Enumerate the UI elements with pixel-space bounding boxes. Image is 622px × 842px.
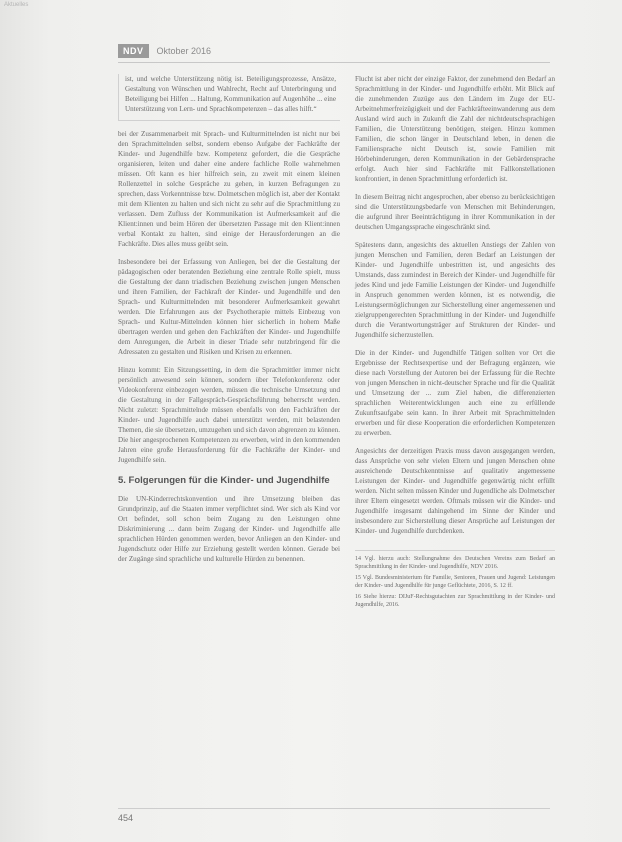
issue-date: Oktober 2016 [156,46,212,56]
right-paragraph-4: Die in der Kinder- und Jugendhilfe Tätigen sollten vor Ort die Ergebnisse der Rechtsexpertise und der Befragung ergänzen, wie diese nach Vorstellung der Autoren bei der Erfassung für die Rechte von jungen Menschen in nicht-deutscher Sprache und für die Qualität und Umsetzung der ... zum Ziel haben, die differenzierten sprachlichen Weiterentwicklungen auch eine zu erfüllende Zukunftsaufgabe sein kann. In ihrer Arbeit mit Sprachmittelnden erwerben und für diese Kooperation die erforderlichen Kompetenzen zu erwerben. [355,349,555,437]
left-paragraph-1: bei der Zusammenarbeit mit Sprach- und Kulturmittelnden ist nicht nur bei den Sprachmittelnden selbst, sondern ebenso Aufgabe der Fachkräfte der Kinder- und Jugendhilfe bzw. Kompetenz gefordert, die die Gespräche organisieren, leiten und daher eine andere fachliche Rolle wahrnehmen müssen. Oft kann es hier hilfreich sein, zu zweit mit einem kleinen Rollenzettel in solche Gespräche zu gehen, in kurzen Befragungen zu sprechen, dass Vorkenntnisse bzw. Dolmetschen möglich ist, aber der Kontakt mit dem Klienten zu halten und sich nicht zu sehr auf die Sprachmittlung zu verlassen. Dem Zufluss der Kommunikation ist Aufmerksamkeit auf die Klient:innen und beim Hören der übersetzten Passage mit den Klient:innen verbal Kontakt zu halten, sind einige der Herausforderungen an die Fachkräfte. Dies alles muss geübt sein. [118,130,340,248]
header-rule [118,62,550,63]
right-paragraph-5: Angesichts der derzeitigen Praxis muss davon ausgegangen werden, dass Ansprüche von sehr vielen Eltern und jungen Menschen ohne ausreichende Deutschkenntnisse auf qualitativ angemessene Leistungen der Kinder- und Jugendhilfe gegenwärtig nicht erfüllt werden. Nicht selten müssen Kinder und Jugendliche als Dolmetscher ihrer Eltern eingesetzt werden. Oftmals müssen wir die Kinder- und Jugendhilfe insgesamt dahingehend im Sinne der Kinder und insbesondere zur Sicherstellung dieser Ansprüche auf Leistungen der Kinder- und Jugendhilfe durchdenken. [355,447,555,535]
left-paragraph-2: Insbesondere bei der Erfassung von Anliegen, bei der die Gestaltung der pädagogischen oder beratenden Beziehung eine zentrale Rolle spielt, muss die Gestaltung der dann triadischen Beziehung zwischen jungen Menschen und ihren Familien, der Fachkraft der Kinder- und Jugendhilfe und den Sprach- und Kulturmittelnden mit besonderer Aufmerksamkeit gewahrt werden. Die Erfahrungen aus der Psychotherapie mittels Einbezug von Sprach- und Kultur-Mittelnden können hier sicherlich in hohem Maße übertragen werden und gehen den Fachkräften der Kinder- und Jugendhilfe dem Anregungen, die Arbeit in dieser Triade sehr nutzbringend für die Adressaten zu gestalten und Risiken und Krisen zu erkennen. [118,258,340,356]
right-paragraph-3: Spätestens dann, angesichts des aktuellen Anstiegs der Zahlen von jungen Menschen und Familien, deren Bedarf an Leistungen der Kinder- und Jugendhilfe unbestritten ist, und angesichts des Umstands, dass zumindest in Bereich der Kinder- und Jugendhilfe für jedes Kind und jede Familie Leistungen der Kinder- und Jugendhilfe in Anspruch genommen werden können, ist es notwendig, die Leistungsermöglichungen zur Sicherstellung einer angemessenen und zielgruppengerechten Sprachmittlung in der Kinder- und Jugendhilfe durch die Verantwortungsträger auf Strukturen der Kinder- und Jugendhilfe sicherzustellen. [355,241,555,339]
right-paragraph-1: Flucht ist aber nicht der einzige Faktor, der zunehmend den Bedarf an Sprachmittlung in der Kinder- und Jugendhilfe erhöht. Mit Blick auf die zunehmenden Zuzüge aus den Ländern im Zuge der EU-Arbeitnehmerfreizügigkeit und der Fachkräfteeinwanderung aus dem Ausland wird auch in Zukunft die Zahl der nichtdeutschsprachigen Familien, die Unterstützung benötigen, steigen. Hinzu kommen Familien, die schon länger in Deutschland leben, in denen die Familiensprache nicht Deutsch ist, sowie Familien mit Hörbehinderungen, deren Kommunikation in der Gebärdensprache erfolgt. Auch hier sind Fachkräfte mit Fallkonstellationen konfrontiert, in denen Sprachmittlung erforderlich ist. [355,75,555,183]
section-heading: 5. Folgerungen für die Kinder- und Jugendhilfe [118,475,330,486]
footer-rule [118,808,550,809]
left-paragraph-4: Die UN-Kinderrechtskonvention und ihre Umsetzung bleiben das Grundprinzip, auf die Staaten immer verpflichtet sind. Wer sich als Kind vor Ort befindet, soll schon beim Zugang zu den Leistungen ohne Diskriminierung ... dann beim Zugang der Kinder- und Jugendhilfe alle sprachlichen Hürden genommen werden, bevor Anliegen an den Kinder- und Jugendschutz oder Hilfe zur Erziehung gestellt werden können. Gerade bei der Zugänge sind sprachliche und kulturelle Hürden zu benennen. [118,495,340,563]
footnotes [355,550,555,609]
footnote: 14 Vgl. hierzu auch: Stellungnahme des Deutschen Vereins zum Bedarf an Sprachmittlung in der Kinder- und Jugendhilfe, NDV 2016. [355,556,555,570]
page-number: 454 [118,813,134,823]
journal-badge: NDV [118,44,149,58]
corner-mark: Aktuelles [4,2,29,8]
quote-box: ist, und welche Unterstützung nötig ist. Beteiligungsprozesse, Ansätze, Gestaltung von Wünschen und Wahlrecht, Recht auf Unterbringung und Beteiligung bei Hilfen ... Haltung, Kommunikation auf Augenhöhe ... eine Unterstützung von Lern- und Sprachkompetenzen – das alles hilft.“ [118,74,340,121]
right-column [355,74,555,612]
left-paragraph-3: Hinzu kommt: Ein Sitzungssetting, in dem die Sprachmittler immer nicht persönlich anwesend sein können, sondern über Telefonkonferenz oder Videokonferenz einbezogen werden, müssen die technische Umsetzung und die Gestaltung in der Fallgespräch-Gesprächsführung beherrscht werden. Nicht zuletzt: Sprachmittelnde müssen ebenfalls von den Fachkräften der Kinder- und Jugendhilfe auch dabei unterstützt werden, mit belastenden Themen, die sie übersetzen, umzugehen und sich davon abgrenzen zu können. Die hier angesprochenen Kompetenzen zu erwerben, wird in den kommenden Jahren eine große Herausforderung für die Fachkräfte der Kinder- und Jugendhilfe sein. [118,366,340,464]
left-column [118,74,340,572]
footnote: 16 Siehe hierzu: DIJuF-Rechtsgutachten zur Sprachmittlung in der Kinder- und Jugendhilfe, 2016. [355,594,555,608]
journal-header [118,44,211,58]
footnote: 15 Vgl. Bundesministerium für Familie, Senioren, Frauen und Jugend: Leistungen der Kinder- und Jugendhilfe für junge Geflüchtete, 2016, S. 12 ff. [355,575,555,589]
right-paragraph-2: In diesem Beitrag nicht angesprochen, aber ebenso zu berücksichtigen sind die Unterstützungsbedarfe von Menschen mit Behinderungen, die aufgrund ihrer Beeinträchtigung in ihrer Kommunikation in der deutschen Umgangssprache eingeschränkt sind. [355,193,555,231]
